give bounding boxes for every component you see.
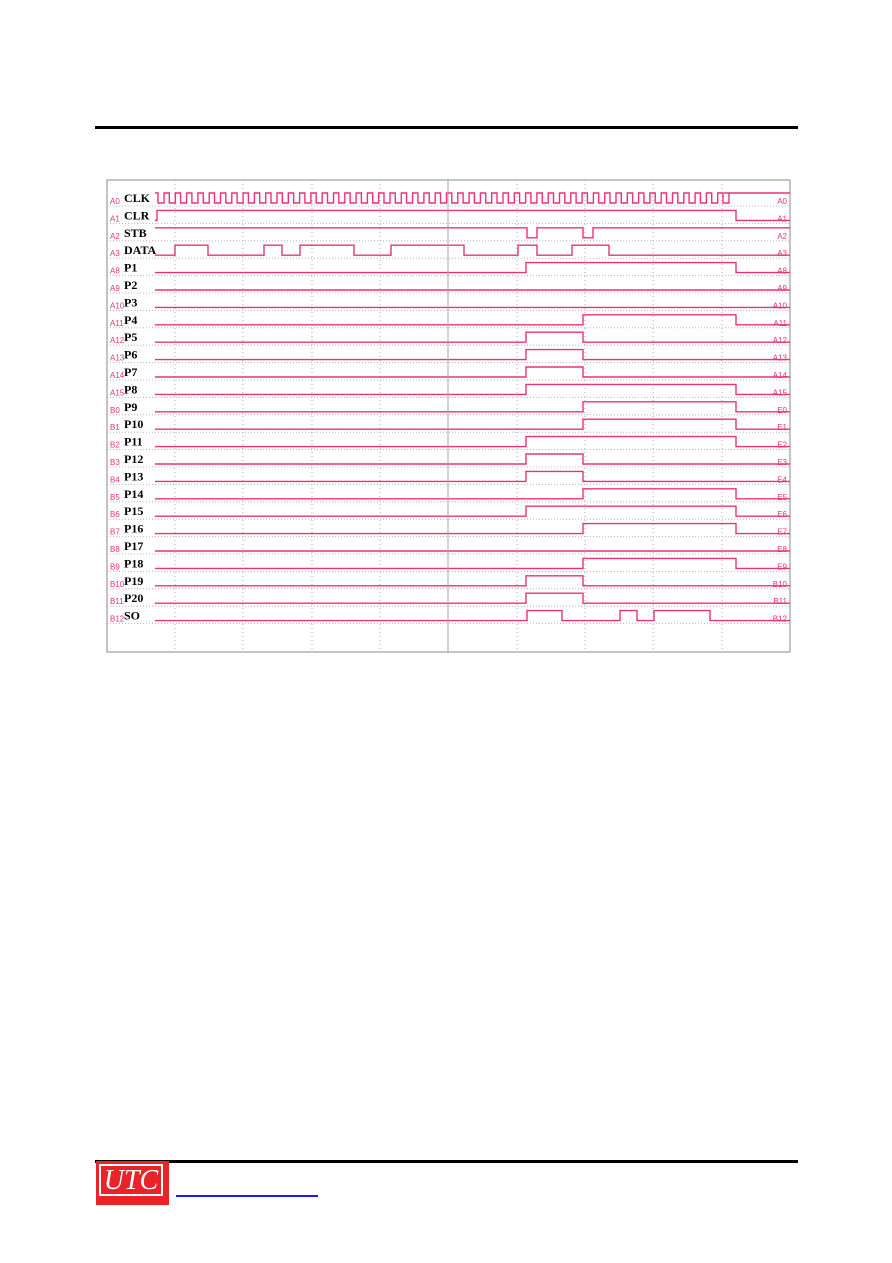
channel-id-p14: B5 — [110, 492, 120, 502]
waveform-data — [155, 245, 790, 255]
channel-id-stb: A2 — [110, 231, 120, 241]
waveform-so — [155, 611, 790, 621]
waveform-clr — [155, 210, 790, 220]
channel-id-right-p4: A11 — [773, 318, 787, 328]
signal-label-p10: P10 — [124, 417, 144, 432]
signal-label-p15: P15 — [124, 504, 144, 519]
waveform-p9 — [155, 402, 790, 412]
waveform-stb — [155, 228, 790, 238]
signal-label-p4: P4 — [124, 312, 138, 327]
signal-label-data: DATA — [124, 243, 157, 258]
channel-id-p4: A11 — [110, 318, 124, 328]
channel-id-p3: A10 — [110, 301, 125, 311]
signal-label-p18: P18 — [124, 556, 144, 571]
signal-label-p14: P14 — [124, 486, 144, 501]
waveform-p5 — [155, 332, 790, 342]
website-link-underline[interactable] — [176, 1195, 318, 1197]
channel-id-right-stb: A2 — [777, 231, 787, 241]
signal-label-p7: P7 — [124, 365, 138, 379]
channel-id-p13: B4 — [110, 475, 120, 485]
waveform-p14 — [155, 489, 790, 499]
channel-id-data: A3 — [110, 249, 120, 259]
waveform-p10 — [155, 419, 790, 429]
utc-logo — [96, 1161, 169, 1205]
signal-label-p1: P1 — [124, 260, 138, 275]
channel-id-p17: B8 — [110, 545, 120, 554]
waveform-p18 — [155, 558, 790, 568]
signal-label-p5: P5 — [124, 330, 138, 345]
channel-id-right-p18: E9 — [777, 562, 787, 572]
channel-id-right-p15: E6 — [777, 510, 787, 520]
channel-id-right-p17: E8 — [777, 545, 787, 554]
channel-id-p16: B7 — [110, 527, 120, 537]
channel-id-p18: B9 — [110, 562, 120, 572]
signal-label-p16: P16 — [124, 521, 144, 536]
signal-label-p2: P2 — [124, 278, 138, 292]
signal-label-p19: P19 — [124, 573, 144, 588]
channel-id-right-p3: A10 — [772, 301, 787, 311]
utc-logo-text: UTC — [103, 1165, 159, 1196]
channel-id-right-p13: E4 — [777, 475, 787, 485]
signal-label-p11: P11 — [124, 434, 143, 449]
channel-id-right-p20: B11 — [773, 597, 787, 607]
signal-label-so: SO — [124, 608, 141, 623]
signal-label-p12: P12 — [124, 452, 144, 466]
channel-id-right-p12: E3 — [777, 458, 787, 467]
signal-label-clr: CLR — [124, 208, 150, 223]
channel-id-right-p11: E2 — [777, 440, 787, 450]
channel-id-right-p2: A9 — [777, 284, 787, 293]
signal-label-p17: P17 — [124, 539, 144, 553]
waveform-p20 — [155, 593, 790, 603]
channel-id-right-p7: A14 — [772, 371, 787, 380]
signal-label-clk: CLK — [124, 191, 151, 205]
signal-label-p3: P3 — [124, 295, 138, 310]
waveform-p7 — [155, 367, 790, 377]
waveform-p12 — [155, 454, 790, 464]
footer-rule — [95, 1160, 798, 1163]
signal-label-p8: P8 — [124, 382, 138, 397]
channel-id-p7: A14 — [110, 371, 125, 380]
channel-id-right-p9: E0 — [777, 405, 787, 415]
channel-id-p10: B1 — [110, 423, 120, 433]
waveform-p16 — [155, 524, 790, 534]
channel-id-right-p8: A15 — [772, 388, 787, 398]
channel-id-right-clr: A1 — [777, 214, 787, 224]
channel-id-right-p10: E1 — [777, 423, 787, 433]
channel-id-so: B12 — [110, 614, 125, 624]
channel-id-p15: B6 — [110, 510, 120, 520]
channel-id-clr: A1 — [110, 214, 120, 224]
channel-id-right-p1: A8 — [777, 266, 787, 276]
waveform-p15 — [155, 506, 790, 516]
waveform-p1 — [155, 263, 790, 273]
signal-label-p13: P13 — [124, 469, 144, 484]
channel-id-p11: B2 — [110, 440, 120, 450]
channel-id-p1: A8 — [110, 266, 120, 276]
channel-id-p8: A15 — [110, 388, 125, 398]
channel-id-right-p5: A12 — [772, 336, 787, 346]
waveform-p13 — [155, 471, 790, 481]
channel-id-p19: B10 — [110, 579, 125, 589]
signal-label-p6: P6 — [124, 347, 138, 362]
channel-id-clk: A0 — [110, 197, 120, 206]
channel-id-right-clk: A0 — [777, 197, 787, 206]
waveform-clk — [155, 193, 790, 203]
waveform-p4 — [155, 315, 790, 325]
channel-id-right-so: B12 — [772, 614, 787, 624]
waveform-p11 — [155, 437, 790, 447]
channel-id-p5: A12 — [110, 336, 125, 346]
channel-id-p20: B11 — [110, 597, 124, 607]
channel-id-right-data: A3 — [777, 249, 787, 259]
waveform-p8 — [155, 384, 790, 394]
channel-id-p6: A13 — [110, 353, 125, 363]
waveform-p6 — [155, 350, 790, 360]
channel-id-p12: B3 — [110, 458, 120, 467]
channel-id-right-p14: E5 — [777, 492, 787, 502]
channel-id-right-p19: B10 — [772, 579, 787, 589]
waveform-p19 — [155, 576, 790, 586]
channel-id-right-p6: A13 — [772, 353, 787, 363]
channel-id-p9: B0 — [110, 405, 120, 415]
signal-label-p20: P20 — [124, 591, 144, 606]
signal-label-stb: STB — [124, 225, 147, 240]
utc-logo-frame — [99, 1164, 163, 1196]
signal-label-p9: P9 — [124, 399, 138, 414]
channel-id-p2: A9 — [110, 284, 120, 293]
channel-id-right-p16: E7 — [777, 527, 787, 537]
